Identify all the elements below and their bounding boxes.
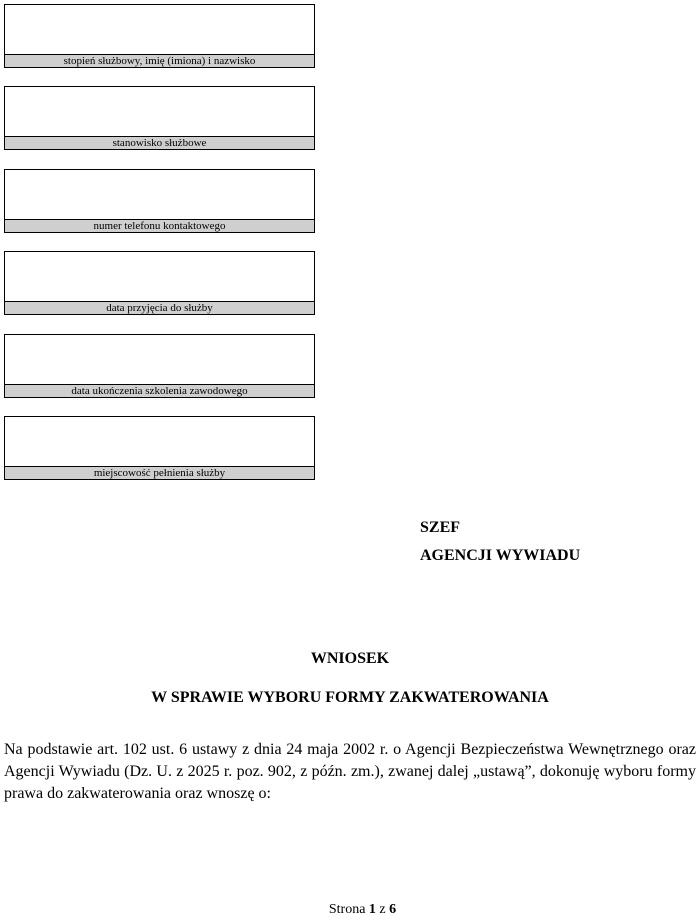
field-phone	[4, 169, 315, 233]
page-separator: z	[379, 902, 386, 917]
position-label: stanowisko służbowe	[5, 137, 314, 149]
body-paragraph: Na podstawie art. 102 ust. 6 ustawy z dnia 24 maja 2002 r. o Agencji Bezpieczeństwa Wewnętrznego oraz Agencji Wywiadu (Dz. U. z 2025 r. poz. 902, z późn. zm.), zwanej dalej „ustawą”, dokonuję wyboru formy prawa do zakwaterowania oraz wnoszę o:	[4, 741, 696, 802]
position-input[interactable]	[5, 87, 314, 137]
page-total: 6	[389, 902, 397, 917]
addressee-line-2: AGENCJI WYWIADU	[420, 547, 581, 564]
document-title: WNIOSEK	[310, 650, 390, 667]
service-location-input[interactable]	[5, 417, 314, 467]
addressee-block	[420, 514, 580, 570]
field-training-end-date	[4, 334, 315, 398]
service-location-label: miejscowość pełnienia służby	[5, 467, 314, 479]
rank-name-input[interactable]	[5, 5, 314, 55]
page-current: 1	[368, 902, 376, 917]
service-start-date-label: data przyjęcia do służby	[5, 302, 314, 314]
training-end-date-input[interactable]	[5, 335, 314, 385]
page-prefix: Strona	[328, 902, 366, 917]
addressee-line-1: SZEF	[420, 519, 461, 536]
field-service-start-date	[4, 251, 315, 315]
page-number	[0, 902, 700, 918]
phone-input[interactable]	[5, 170, 314, 220]
field-service-location	[4, 416, 315, 480]
service-start-date-input[interactable]	[5, 252, 314, 302]
field-position	[4, 86, 315, 150]
phone-label: numer telefonu kontaktowego	[5, 220, 314, 232]
rank-name-label: stopień służbowy, imię (imiona) i nazwisko	[5, 55, 314, 67]
document-subtitle: W SPRAWIE WYBORU FORMY ZAKWATEROWANIA	[151, 689, 549, 706]
field-rank-name	[4, 4, 315, 68]
training-end-date-label: data ukończenia szkolenia zawodowego	[5, 385, 314, 397]
